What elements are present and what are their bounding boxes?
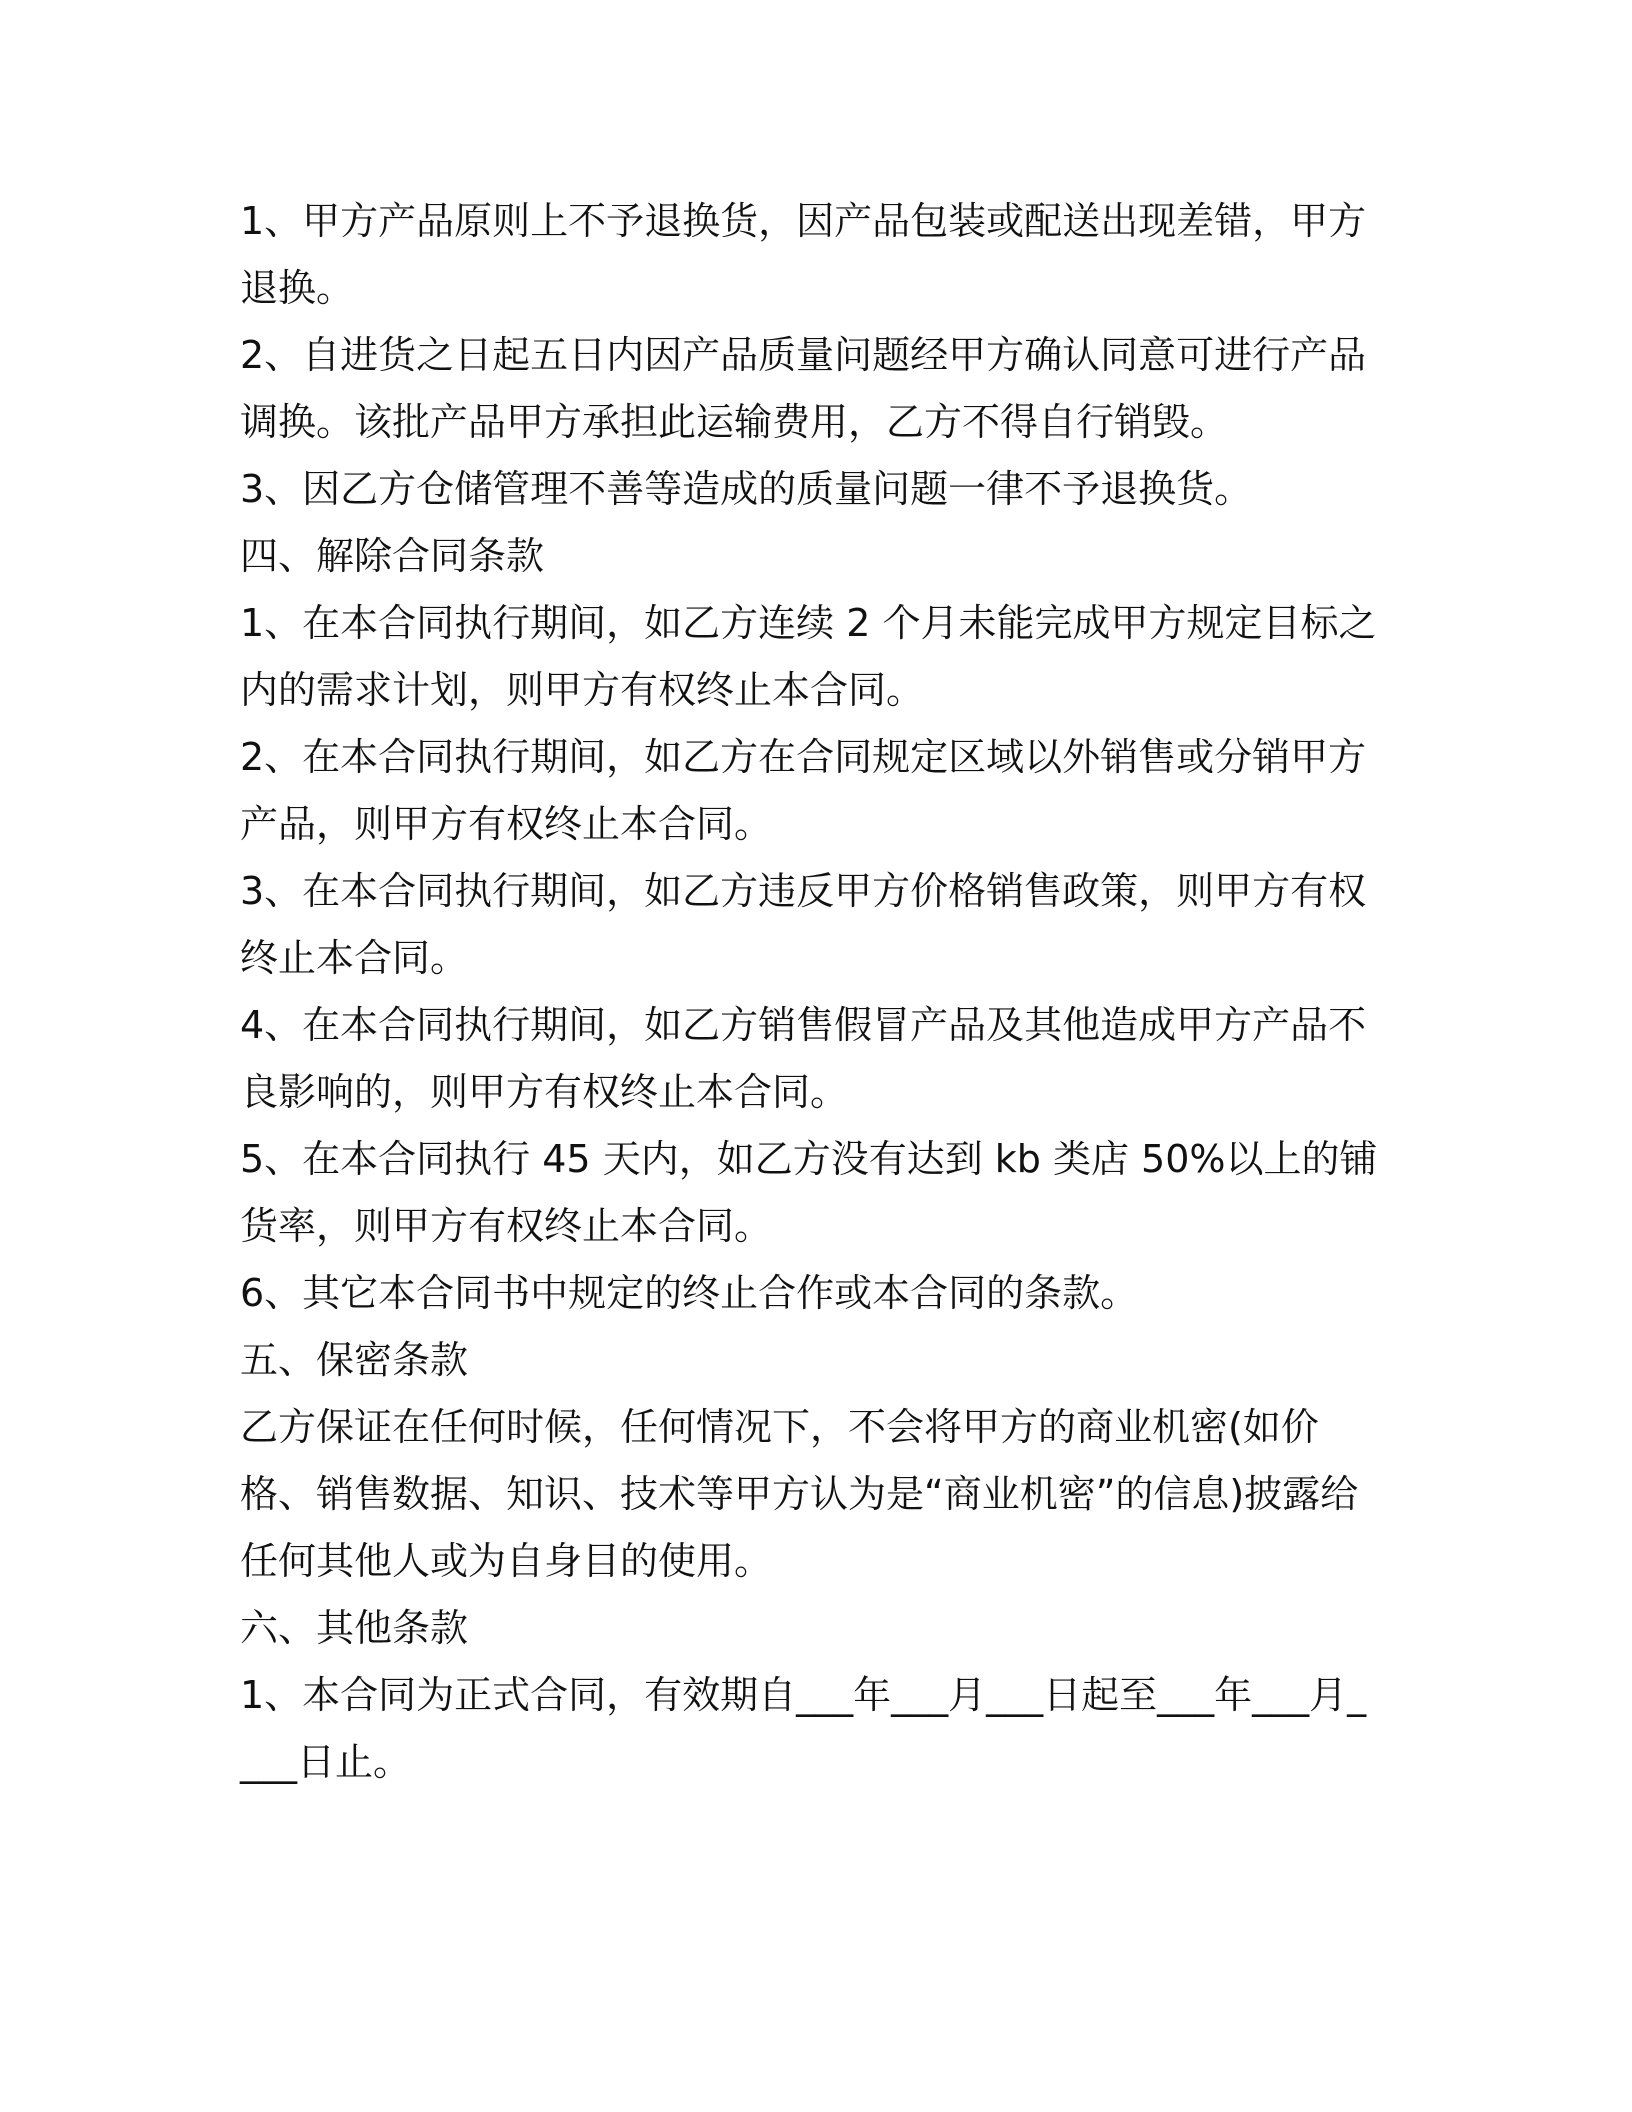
termination-clause-2: 2、在本合同执行期间，如乙方在合同规定区域以外销售或分销甲方产品，则甲方有权终止本合同。 xyxy=(240,735,1367,846)
return-clause-3: 3、因乙方仓储管理不善等造成的质量问题一律不予退换货。 xyxy=(240,467,1253,511)
section-heading-termination: 四、解除合同条款 xyxy=(240,534,545,578)
termination-clause-4: 4、在本合同执行期间，如乙方销售假冒产品及其他造成甲方产品不良影响的，则甲方有权终止本合同。 xyxy=(240,1003,1367,1114)
other-clause-1: 1、本合同为正式合同，有效期自___年___月___日起至___年___月____日止。 xyxy=(240,1673,1367,1784)
return-clause-1: 1、甲方产品原则上不予退换货，因产品包装或配送出现差错，甲方退换。 xyxy=(240,199,1367,310)
termination-clause-5: 5、在本合同执行 45 天内，如乙方没有达到 kb 类店 50%以上的铺货率，则甲方有权终止本合同。 xyxy=(240,1137,1378,1248)
termination-clause-6: 6、其它本合同书中规定的终止合作或本合同的条款。 xyxy=(240,1271,1139,1315)
termination-clause-1: 1、在本合同执行期间，如乙方连续 2 个月未能完成甲方规定目标之内的需求计划，则甲方有权终止本合同。 xyxy=(240,601,1377,712)
termination-clause-3: 3、在本合同执行期间，如乙方违反甲方价格销售政策，则甲方有权终止本合同。 xyxy=(240,869,1367,980)
document-body xyxy=(240,188,1380,1796)
return-clause-2: 2、自进货之日起五日内因产品质量问题经甲方确认同意可进行产品调换。该批产品甲方承担此运输费用，乙方不得自行销毁。 xyxy=(240,333,1367,444)
section-heading-confidentiality: 五、保密条款 xyxy=(240,1338,469,1382)
confidentiality-clause: 乙方保证在任何时候，任何情况下，不会将甲方的商业机密(如价格、销售数据、知识、技术等甲方认为是“商业机密”的信息)披露给任何其他人或为自身目的使用。 xyxy=(240,1405,1359,1583)
section-heading-other: 六、其他条款 xyxy=(240,1606,469,1650)
